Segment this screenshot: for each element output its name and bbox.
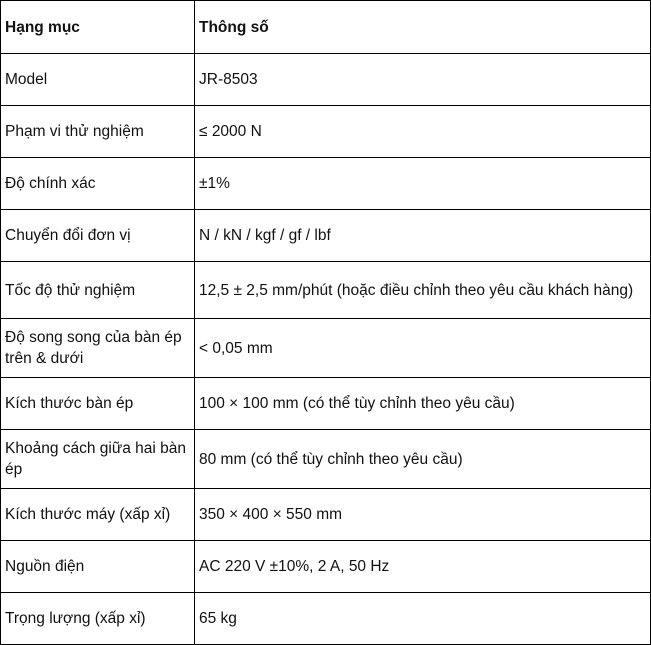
row-item-label: Trọng lượng (xấp xỉ) [1, 593, 195, 645]
row-value: ≤ 2000 N [195, 106, 651, 158]
row-item-label: Khoảng cách giữa hai bàn ép [1, 430, 195, 489]
row-item-label: Kích thước máy (xấp xỉ) [1, 489, 195, 541]
row-item-label: Độ chính xác [1, 158, 195, 210]
row-item-label: Phạm vi thử nghiệm [1, 106, 195, 158]
table-row [1, 378, 651, 430]
header-value: Thông số [195, 1, 651, 54]
row-item-label: Model [1, 54, 195, 106]
table-row [1, 158, 651, 210]
row-value: ±1% [195, 158, 651, 210]
table-row [1, 262, 651, 319]
row-value: 12,5 ± 2,5 mm/phút (hoặc điều chỉnh theo yêu cầu khách hàng) [195, 262, 651, 319]
table-row [1, 541, 651, 593]
row-value: 65 kg [195, 593, 651, 645]
table-row [1, 210, 651, 262]
row-item-label: Kích thước bàn ép [1, 378, 195, 430]
table-row [1, 489, 651, 541]
row-value: 80 mm (có thể tùy chỉnh theo yêu cầu) [195, 430, 651, 489]
table-row [1, 106, 651, 158]
table-row [1, 319, 651, 378]
row-item-label: Nguồn điện [1, 541, 195, 593]
row-value: 100 × 100 mm (có thể tùy chỉnh theo yêu cầu) [195, 378, 651, 430]
row-value: AC 220 V ±10%, 2 A, 50 Hz [195, 541, 651, 593]
table-row [1, 54, 651, 106]
row-value: N / kN / kgf / gf / lbf [195, 210, 651, 262]
header-item: Hạng mục [1, 1, 195, 54]
table-row [1, 430, 651, 489]
table-header-row [1, 1, 651, 54]
row-item-label: Tốc độ thử nghiệm [1, 262, 195, 319]
row-item-label: Chuyển đổi đơn vị [1, 210, 195, 262]
table-row [1, 593, 651, 645]
row-item-label: Độ song song của bàn ép trên & dưới [1, 319, 195, 378]
row-value: < 0,05 mm [195, 319, 651, 378]
row-value: 350 × 400 × 550 mm [195, 489, 651, 541]
row-value: JR-8503 [195, 54, 651, 106]
